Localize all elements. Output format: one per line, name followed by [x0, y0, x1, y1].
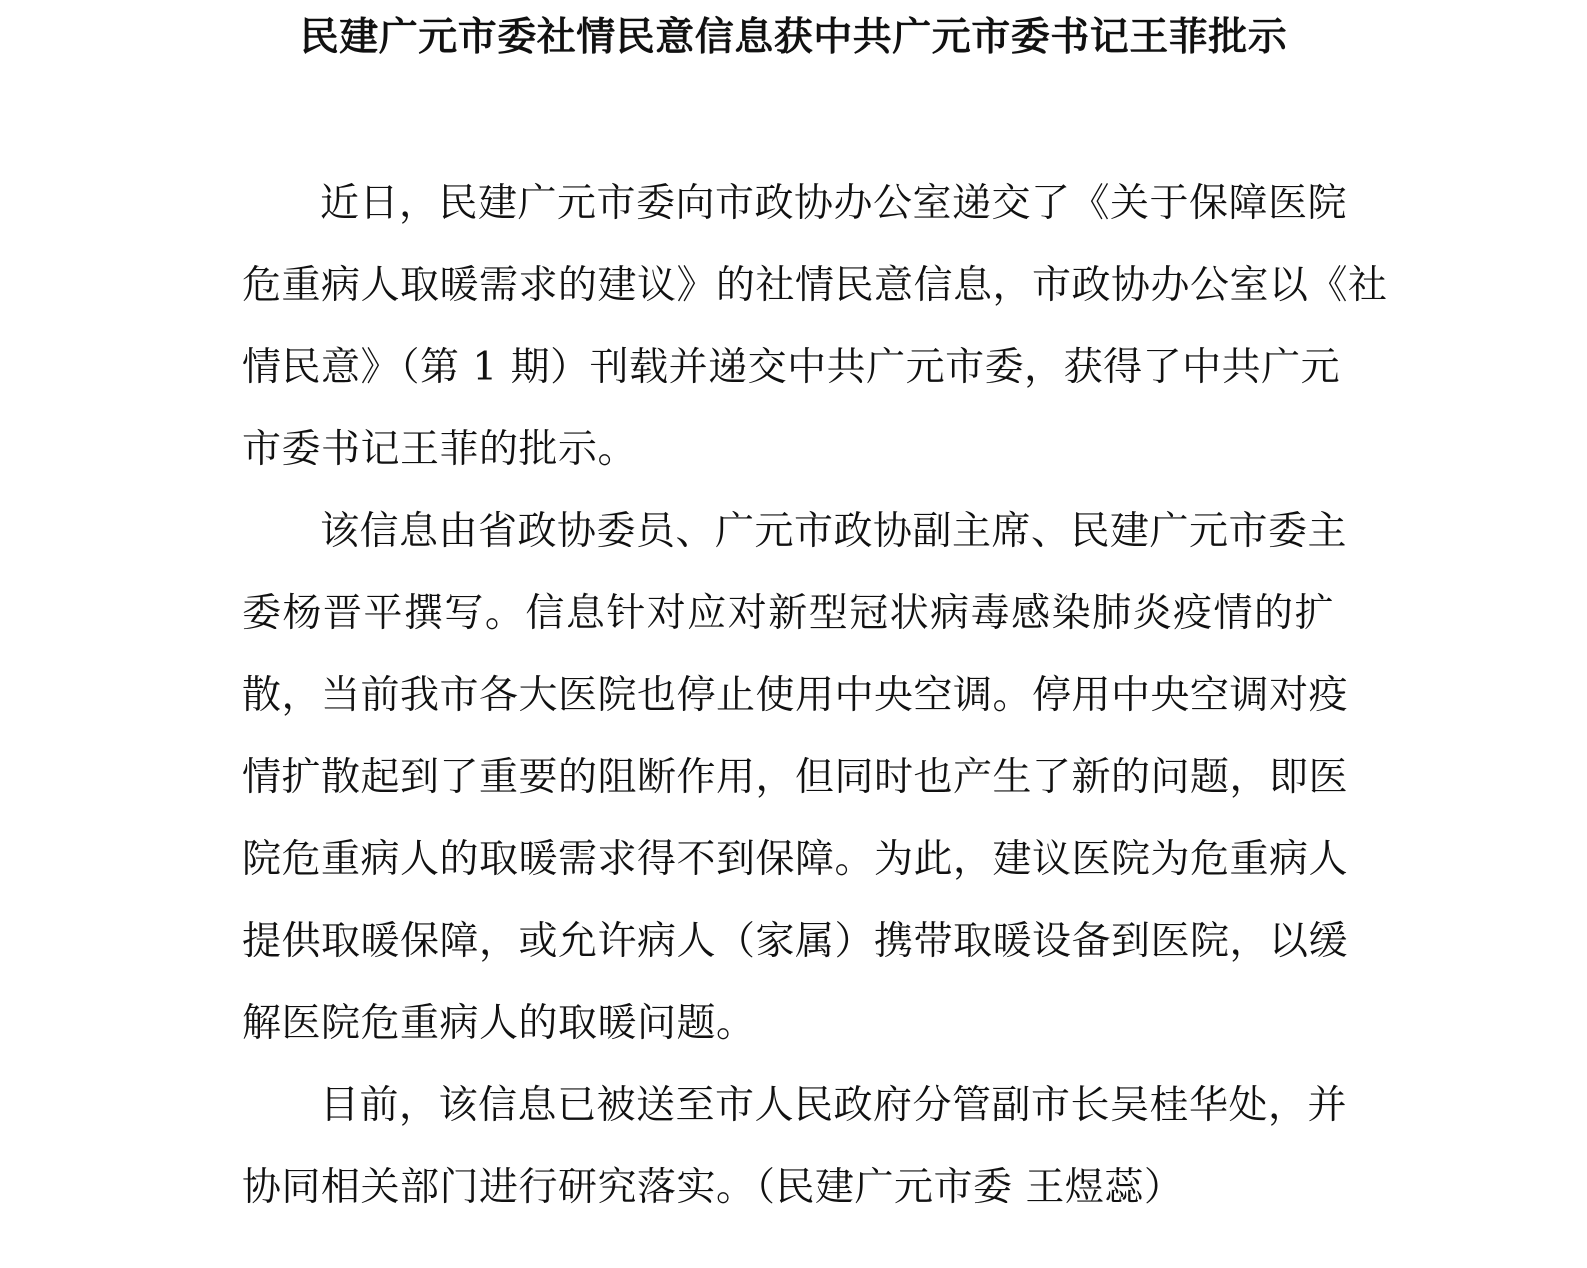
paragraph-line: 提供取暖保障，或允许病人（家属）携带取暖设备到医院，以缓 — [242, 919, 1349, 964]
paragraph-line: 院危重病人的取暖需求得不到保障。为此，建议医院为危重病人 — [242, 837, 1349, 882]
paragraph-line: 目前，该信息已被送至市人民政府分管副市长吴桂华处，并 — [320, 1083, 1348, 1128]
paragraph-1 — [242, 177, 1388, 505]
paragraph-line: 情民意》（第 1 期）刊载并递交中共广元市委，获得了中共广元 — [242, 345, 1341, 390]
paragraph-line: 散，当前我市各大医院也停止使用中央空调。停用中央空调对疫 — [242, 673, 1349, 718]
paragraph-3 — [242, 1079, 1348, 1243]
paragraph-line: 近日，民建广元市委向市政协办公室递交了《关于保障医院 — [320, 181, 1348, 226]
paragraph-line: 市委书记王菲的批示。 — [242, 427, 638, 472]
paragraph-2 — [242, 505, 1349, 1079]
paragraph-line: 委杨晋平撰写。信息针对应对新型冠状病毒感染肺炎疫情的扩 — [242, 591, 1334, 636]
paragraph-line: 情扩散起到了重要的阻断作用，但同时也产生了新的问题，即医 — [242, 755, 1349, 800]
paragraph-line: 该信息由省政协委员、广元市政协副主席、民建广元市委主 — [320, 509, 1348, 554]
document-title: 民建广元市委社情民意信息获中共广元市委书记王菲批示 — [299, 15, 1288, 60]
paragraph-line: 协同相关部门进行研究落实。（民建广元市委 王煜蕊） — [242, 1165, 1184, 1210]
document-body — [242, 177, 1388, 1243]
paragraph-line: 危重病人取暖需求的建议》的社情民意信息，市政协办公室以《社 — [242, 263, 1388, 308]
paragraph-line: 解医院危重病人的取暖问题。 — [242, 1001, 756, 1046]
